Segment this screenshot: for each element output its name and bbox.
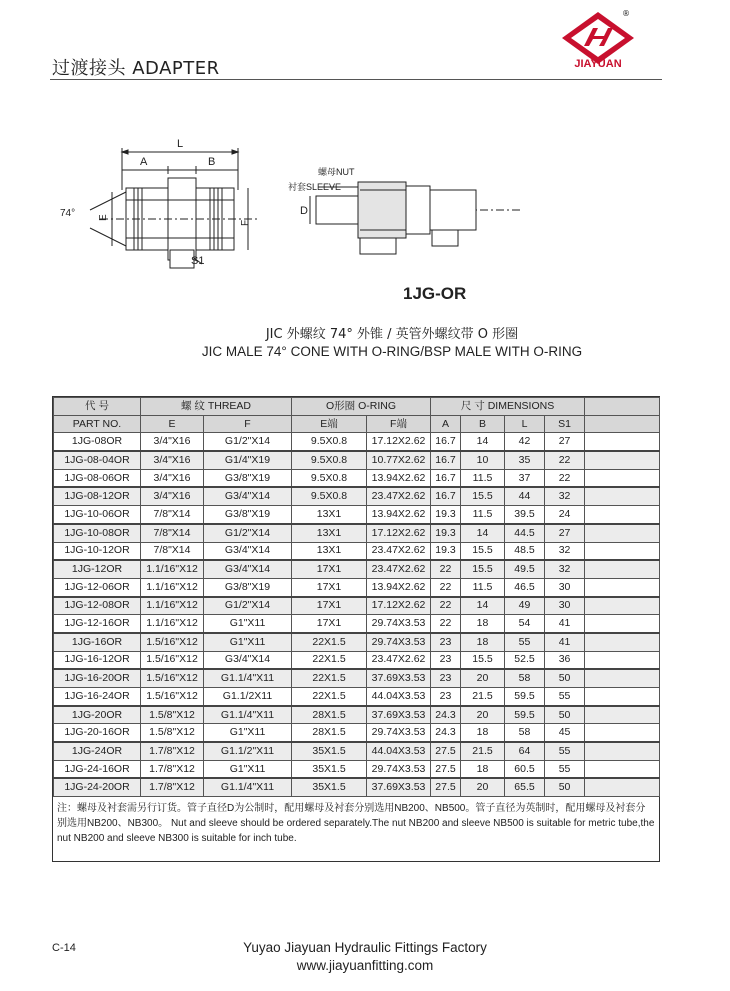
- group-thread: 螺 纹 THREAD: [141, 398, 292, 416]
- table-cell: G3/4"X14: [204, 560, 292, 578]
- dim-F-label: F: [240, 219, 251, 226]
- table-cell: 21.5: [461, 742, 505, 760]
- table-cell: 44.04X3.53: [367, 742, 431, 760]
- table-cell: 22X1.5: [292, 633, 367, 651]
- page-number: C-14: [52, 942, 76, 954]
- table-cell: 54: [505, 615, 545, 633]
- table-cell: 1.7/8"X12: [141, 742, 204, 760]
- table-cell: 55: [545, 688, 585, 706]
- table-cell: G3/8"X19: [204, 578, 292, 596]
- table-cell: 35X1.5: [292, 742, 367, 760]
- table-cell-blank: [585, 724, 660, 742]
- table-cell: 44.5: [505, 524, 545, 542]
- table-cell: 45: [545, 724, 585, 742]
- table-cell: 1JG-20-16OR: [54, 724, 141, 742]
- website: www.jiayuanfitting.com: [296, 958, 434, 973]
- table-cell: 44: [505, 487, 545, 505]
- table-cell: 1JG-08OR: [54, 433, 141, 451]
- table-cell: G3/8"X19: [204, 506, 292, 524]
- table-cell-blank: [585, 760, 660, 778]
- table-row: [54, 760, 660, 778]
- sleeve-label: 衬套SLEEVE: [288, 182, 342, 192]
- group-code: 代 号: [54, 398, 141, 416]
- table-cell: 22: [431, 615, 461, 633]
- table-cell: 30: [545, 597, 585, 615]
- table-cell: 1.1/16"X12: [141, 560, 204, 578]
- table-cell: G1.1/4"X11: [204, 669, 292, 687]
- table-cell: 18: [461, 760, 505, 778]
- table-cell: 22X1.5: [292, 688, 367, 706]
- table-cell: 9.5X0.8: [292, 433, 367, 451]
- table-row: [54, 487, 660, 505]
- table-cell: 1JG-24-20OR: [54, 778, 141, 796]
- table-cell: 17X1: [292, 578, 367, 596]
- spec-table: [53, 397, 660, 797]
- table-cell: 22: [545, 469, 585, 487]
- column-header-row: [54, 415, 660, 433]
- table-cell: 29.74X3.53: [367, 615, 431, 633]
- table-row: [54, 506, 660, 524]
- table-cell: 3/4"X16: [141, 451, 204, 469]
- header-divider: [50, 79, 662, 80]
- table-cell: 1JG-16-24OR: [54, 688, 141, 706]
- table-cell: 32: [545, 542, 585, 560]
- dim-S1-label: S1: [191, 255, 205, 267]
- table-cell: 36: [545, 651, 585, 669]
- table-row: [54, 706, 660, 724]
- table-cell: G3/4"X14: [204, 651, 292, 669]
- table-cell: 13.94X2.62: [367, 506, 431, 524]
- table-cell: 19.3: [431, 524, 461, 542]
- model-code: 1JG-OR: [403, 284, 467, 303]
- table-cell: G1.1/2X11: [204, 688, 292, 706]
- table-cell: 23.47X2.62: [367, 560, 431, 578]
- table-cell: 49: [505, 597, 545, 615]
- table-cell: 1JG-24-16OR: [54, 760, 141, 778]
- table-cell: 22: [431, 578, 461, 596]
- col-l: L: [505, 415, 545, 433]
- table-cell-blank: [585, 742, 660, 760]
- table-cell: 41: [545, 633, 585, 651]
- table-cell: 23: [431, 688, 461, 706]
- table-row: [54, 669, 660, 687]
- table-cell: 13.94X2.62: [367, 578, 431, 596]
- table-cell: 13X1: [292, 524, 367, 542]
- table-cell: 23: [431, 651, 461, 669]
- table-cell: 24: [545, 506, 585, 524]
- table-cell: 3/4"X16: [141, 469, 204, 487]
- table-cell: 1.1/16"X12: [141, 615, 204, 633]
- table-cell: 7/8"X14: [141, 542, 204, 560]
- table-cell: 1JG-10-06OR: [54, 506, 141, 524]
- table-cell: 52.5: [505, 651, 545, 669]
- table-cell: 50: [545, 669, 585, 687]
- table-cell: 30: [545, 578, 585, 596]
- table-cell-blank: [585, 651, 660, 669]
- table-cell: 1.5/8"X12: [141, 724, 204, 742]
- table-cell: 44.04X3.53: [367, 688, 431, 706]
- table-row: [54, 542, 660, 560]
- table-cell: 32: [545, 487, 585, 505]
- table-cell: 1JG-12-06OR: [54, 578, 141, 596]
- table-cell: 9.5X0.8: [292, 469, 367, 487]
- table-cell: 19.3: [431, 542, 461, 560]
- table-cell: 14: [461, 524, 505, 542]
- table-cell: 29.74X3.53: [367, 760, 431, 778]
- table-cell: G1"X11: [204, 633, 292, 651]
- table-cell: 46.5: [505, 578, 545, 596]
- table-cell: 3/4"X16: [141, 433, 204, 451]
- nut-label: 螺母NUT: [318, 167, 355, 177]
- table-row: [54, 633, 660, 651]
- table-row: [54, 451, 660, 469]
- table-cell: 1.7/8"X12: [141, 760, 204, 778]
- table-cell: 16.7: [431, 469, 461, 487]
- table-cell: 1JG-12OR: [54, 560, 141, 578]
- group-header-row: [54, 398, 660, 416]
- col-f: F: [204, 415, 292, 433]
- spec-table-frame: [52, 396, 660, 862]
- table-cell: 1.7/8"X12: [141, 778, 204, 796]
- table-cell-blank: [585, 597, 660, 615]
- table-cell: 27.5: [431, 760, 461, 778]
- company-name: Yuyao Jiayuan Hydraulic Fittings Factory: [243, 940, 487, 955]
- table-cell: 1.5/16"X12: [141, 688, 204, 706]
- table-cell: 59.5: [505, 706, 545, 724]
- table-cell: 21.5: [461, 688, 505, 706]
- table-cell: 1JG-08-12OR: [54, 487, 141, 505]
- note-english: Nut and sleeve should be ordered separately.The nut NB200 and sleeve NB500 is suitable for metric tube,the nut NB200 and sleeve NB300 is suitable for inch tube.: [57, 818, 655, 845]
- table-cell-blank: [585, 633, 660, 651]
- table-cell: 1.5/16"X12: [141, 669, 204, 687]
- table-row: [54, 688, 660, 706]
- table-row: [54, 560, 660, 578]
- table-cell: 1.1/16"X12: [141, 597, 204, 615]
- table-cell: 22X1.5: [292, 651, 367, 669]
- table-cell: 22: [545, 451, 585, 469]
- order-note: [53, 797, 659, 846]
- table-cell: 7/8"X14: [141, 506, 204, 524]
- table-cell: 7/8"X14: [141, 524, 204, 542]
- table-cell: 11.5: [461, 578, 505, 596]
- table-row: [54, 778, 660, 796]
- col-blank: [585, 415, 660, 433]
- table-cell: 14: [461, 597, 505, 615]
- table-cell: 23: [431, 633, 461, 651]
- table-cell: 15.5: [461, 651, 505, 669]
- table-cell: G1.1/4"X11: [204, 706, 292, 724]
- table-cell: 9.5X0.8: [292, 487, 367, 505]
- table-cell: 17X1: [292, 560, 367, 578]
- table-cell: 10.77X2.62: [367, 451, 431, 469]
- group-dimensions: 尺 寸 DIMENSIONS: [431, 398, 585, 416]
- col-e-end: E端: [292, 415, 367, 433]
- table-cell: 37: [505, 469, 545, 487]
- table-cell: 15.5: [461, 542, 505, 560]
- table-cell-blank: [585, 615, 660, 633]
- col-f-end: F端: [367, 415, 431, 433]
- table-cell: 11.5: [461, 506, 505, 524]
- table-cell-blank: [585, 560, 660, 578]
- col-b: B: [461, 415, 505, 433]
- table-cell: G1.1/4"X11: [204, 778, 292, 796]
- table-cell: 29.74X3.53: [367, 633, 431, 651]
- table-cell: 18: [461, 615, 505, 633]
- table-cell: 1.5/16"X12: [141, 633, 204, 651]
- table-cell: 49.5: [505, 560, 545, 578]
- table-row: [54, 724, 660, 742]
- table-cell-blank: [585, 433, 660, 451]
- table-cell: 32: [545, 560, 585, 578]
- table-cell: 15.5: [461, 487, 505, 505]
- table-cell: G3/4"X14: [204, 542, 292, 560]
- table-cell-blank: [585, 778, 660, 796]
- table-cell: 20: [461, 706, 505, 724]
- table-cell: 13.94X2.62: [367, 469, 431, 487]
- table-cell: 37.69X3.53: [367, 669, 431, 687]
- table-cell: G1"X11: [204, 760, 292, 778]
- table-cell: 13X1: [292, 506, 367, 524]
- table-cell: G1"X11: [204, 724, 292, 742]
- table-cell: 22: [431, 597, 461, 615]
- table-cell: 59.5: [505, 688, 545, 706]
- table-cell: 28X1.5: [292, 724, 367, 742]
- table-cell-blank: [585, 451, 660, 469]
- table-cell-blank: [585, 487, 660, 505]
- table-cell: G3/4"X14: [204, 487, 292, 505]
- table-row: [54, 742, 660, 760]
- table-cell-blank: [585, 706, 660, 724]
- table-cell: 11.5: [461, 469, 505, 487]
- table-cell: 17X1: [292, 615, 367, 633]
- table-cell: 15.5: [461, 560, 505, 578]
- col-a: A: [431, 415, 461, 433]
- table-cell: 16.7: [431, 433, 461, 451]
- col-part-no: PART NO.: [54, 415, 141, 433]
- table-cell-blank: [585, 469, 660, 487]
- adapter-drawing: [90, 148, 260, 268]
- table-cell: 16.7: [431, 451, 461, 469]
- col-e: E: [141, 415, 204, 433]
- table-cell: 24.3: [431, 724, 461, 742]
- table-cell: 3/4"X16: [141, 487, 204, 505]
- table-cell: 1.5/16"X12: [141, 651, 204, 669]
- table-cell: G3/8"X19: [204, 469, 292, 487]
- table-cell: 27.5: [431, 778, 461, 796]
- table-cell: 35X1.5: [292, 778, 367, 796]
- table-row: [54, 651, 660, 669]
- table-cell: 1.5/8"X12: [141, 706, 204, 724]
- table-row: [54, 615, 660, 633]
- table-cell: G1/2"X14: [204, 597, 292, 615]
- table-cell-blank: [585, 524, 660, 542]
- table-cell: 1.1/16"X12: [141, 578, 204, 596]
- table-cell: 41: [545, 615, 585, 633]
- table-cell: 35X1.5: [292, 760, 367, 778]
- table-cell: 1JG-16-12OR: [54, 651, 141, 669]
- table-cell: 20: [461, 669, 505, 687]
- table-cell: 27: [545, 433, 585, 451]
- table-cell: 10: [461, 451, 505, 469]
- table-cell: 42: [505, 433, 545, 451]
- table-cell: 17X1: [292, 597, 367, 615]
- dim-E-label: E: [98, 214, 109, 221]
- table-cell: G1/4"X19: [204, 451, 292, 469]
- table-cell: 55: [545, 760, 585, 778]
- cone-angle-label: 74°: [60, 208, 76, 219]
- table-cell-blank: [585, 578, 660, 596]
- table-cell: 18: [461, 724, 505, 742]
- dim-A-label: A: [140, 156, 148, 168]
- table-cell: 50: [545, 778, 585, 796]
- table-cell: 23.47X2.62: [367, 487, 431, 505]
- registered-mark: ®: [622, 9, 630, 18]
- footer: [0, 939, 730, 975]
- group-blank: [585, 398, 660, 416]
- group-oring: O形圈 O-RING: [292, 398, 431, 416]
- table-cell: 1JG-16-20OR: [54, 669, 141, 687]
- table-cell: 24.3: [431, 706, 461, 724]
- table-cell: 1JG-16OR: [54, 633, 141, 651]
- table-cell: 19.3: [431, 506, 461, 524]
- table-cell: 13X1: [292, 542, 367, 560]
- table-row: [54, 469, 660, 487]
- table-cell: 60.5: [505, 760, 545, 778]
- table-cell: 27.5: [431, 742, 461, 760]
- table-cell-blank: [585, 688, 660, 706]
- table-cell-blank: [585, 542, 660, 560]
- table-cell: 1JG-08-04OR: [54, 451, 141, 469]
- dim-B-label: B: [208, 156, 216, 168]
- table-cell: 64: [505, 742, 545, 760]
- dim-L-label: L: [177, 138, 184, 150]
- table-cell: 35: [505, 451, 545, 469]
- table-cell: 50: [545, 706, 585, 724]
- table-row: [54, 433, 660, 451]
- table-cell: 14: [461, 433, 505, 451]
- table-cell: 39.5: [505, 506, 545, 524]
- description-english: JIC MALE 74° CONE WITH O-RING/BSP MALE WITH O-RING: [201, 344, 583, 359]
- table-row: [54, 578, 660, 596]
- table-cell: G1.1/2"X11: [204, 742, 292, 760]
- table-cell: 37.69X3.53: [367, 778, 431, 796]
- table-cell: 48.5: [505, 542, 545, 560]
- description-chinese: JIC 外螺纹 74° 外锥 / 英管外螺纹带 O 形圈: [265, 327, 519, 342]
- table-cell: 17.12X2.62: [367, 597, 431, 615]
- table-cell: 17.12X2.62: [367, 433, 431, 451]
- table-cell: 27: [545, 524, 585, 542]
- table-cell: 55: [545, 742, 585, 760]
- table-cell: G1"X11: [204, 615, 292, 633]
- table-cell: 1JG-10-08OR: [54, 524, 141, 542]
- table-cell: 22X1.5: [292, 669, 367, 687]
- table-cell: 1JG-12-16OR: [54, 615, 141, 633]
- page-title: 过渡接头 ADAPTER: [52, 58, 220, 79]
- table-cell: 28X1.5: [292, 706, 367, 724]
- table-cell: 23.47X2.62: [367, 542, 431, 560]
- table-cell: 23: [431, 669, 461, 687]
- note-chinese: 注：螺母及衬套需另行订货。管子直径D为公制时，配用螺母及衬套分别选用NB200、NB500。管子直径为英制时，配用螺母及衬套分别选用NB200、NB300。: [57, 803, 646, 830]
- table-cell: 16.7: [431, 487, 461, 505]
- table-cell: 9.5X0.8: [292, 451, 367, 469]
- table-cell: 1JG-20OR: [54, 706, 141, 724]
- table-cell-blank: [585, 669, 660, 687]
- table-cell: 65.5: [505, 778, 545, 796]
- table-cell: 22: [431, 560, 461, 578]
- col-s1: S1: [545, 415, 585, 433]
- table-cell: 1JG-08-06OR: [54, 469, 141, 487]
- table-cell: 23.47X2.62: [367, 651, 431, 669]
- dim-D-label: D: [300, 205, 308, 217]
- table-cell: 18: [461, 633, 505, 651]
- table-cell: 1JG-24OR: [54, 742, 141, 760]
- table-cell-blank: [585, 506, 660, 524]
- table-row: [54, 524, 660, 542]
- table-cell: 37.69X3.53: [367, 706, 431, 724]
- table-cell: 58: [505, 724, 545, 742]
- table-cell: 17.12X2.62: [367, 524, 431, 542]
- table-cell: G1/2"X14: [204, 524, 292, 542]
- table-cell: 20: [461, 778, 505, 796]
- brand-name: JIAYUAN: [574, 58, 622, 70]
- table-cell: 29.74X3.53: [367, 724, 431, 742]
- fitting-diagrams: [60, 130, 520, 275]
- table-row: [54, 597, 660, 615]
- table-cell: 1JG-10-12OR: [54, 542, 141, 560]
- table-cell: 1JG-12-08OR: [54, 597, 141, 615]
- assembly-drawing: [310, 182, 520, 254]
- table-cell: 58: [505, 669, 545, 687]
- table-cell: G1/2"X14: [204, 433, 292, 451]
- table-cell: 55: [505, 633, 545, 651]
